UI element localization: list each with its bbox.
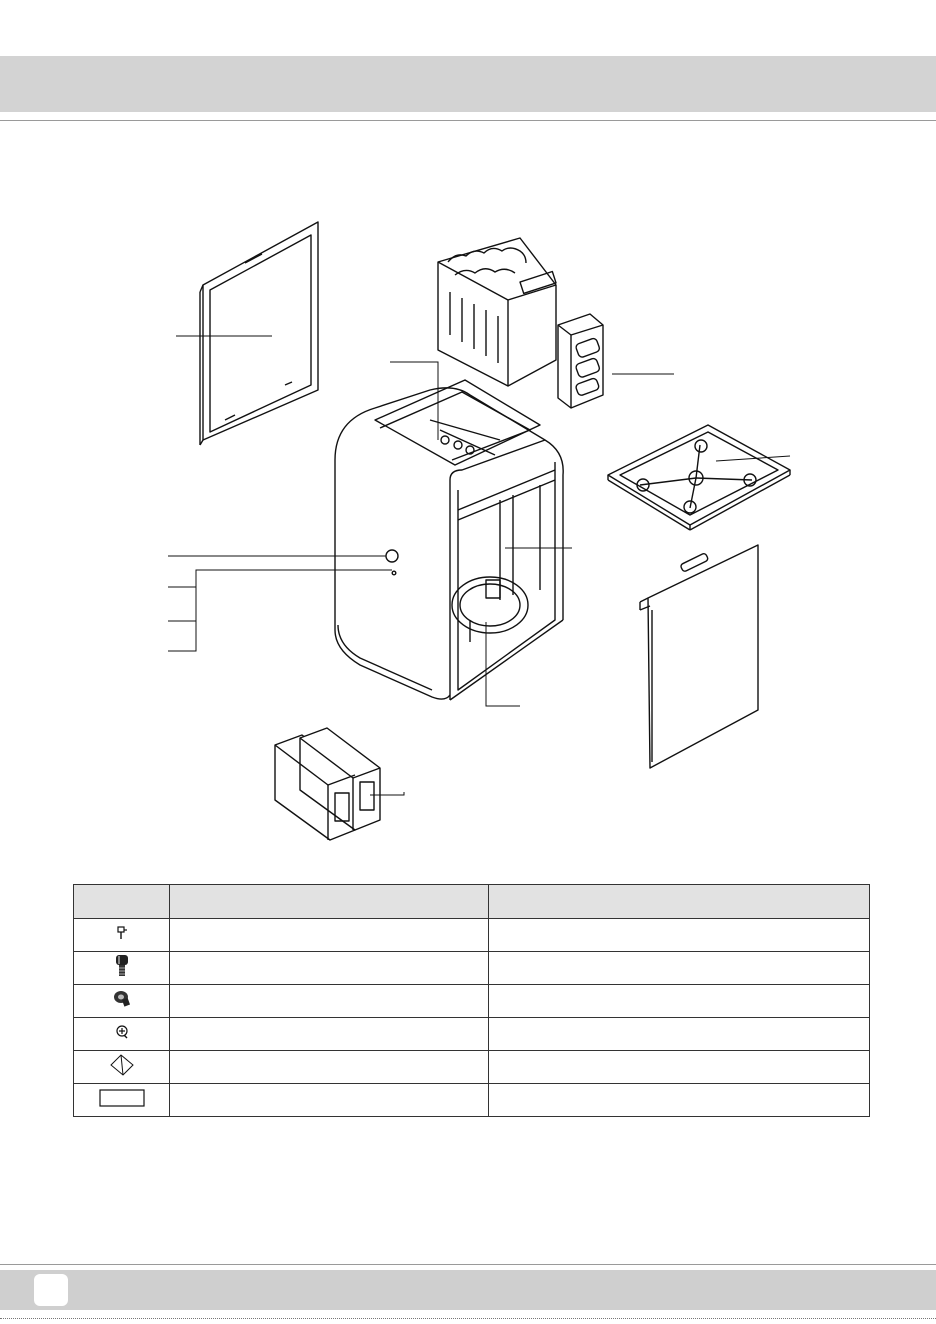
col-header-name xyxy=(170,885,489,919)
table-cell-qty xyxy=(489,1018,870,1051)
table-cell-name xyxy=(170,919,489,952)
bottom-plate xyxy=(608,425,790,530)
thumbscrew-large-icon xyxy=(114,954,130,978)
table-cell-icon xyxy=(74,1018,170,1051)
trim-edge xyxy=(0,1318,936,1319)
hdd-sleds xyxy=(275,728,380,840)
table-cell-icon xyxy=(74,985,170,1018)
table-cell-qty xyxy=(489,985,870,1018)
table-row xyxy=(74,919,870,952)
col-header-icon xyxy=(74,885,170,919)
hdd-tray xyxy=(558,314,603,408)
left-side-panel xyxy=(200,222,318,445)
table-cell-icon xyxy=(74,1084,170,1117)
right-side-panel xyxy=(640,545,758,768)
table-row xyxy=(74,1018,870,1051)
parts-table xyxy=(73,884,870,1117)
table-row xyxy=(74,985,870,1018)
table-cell-qty xyxy=(489,952,870,985)
table-cell-name xyxy=(170,985,489,1018)
table-cell-name xyxy=(170,1051,489,1084)
drive-cage xyxy=(438,238,556,386)
table-cell-icon xyxy=(74,919,170,952)
table-cell-icon xyxy=(74,952,170,985)
table-cell-qty xyxy=(489,1051,870,1084)
table-row xyxy=(74,952,870,985)
main-chassis xyxy=(335,380,563,700)
table-cell-name xyxy=(170,1018,489,1051)
col-header-qty xyxy=(489,885,870,919)
table-header-row xyxy=(74,885,870,919)
washer-screw-icon xyxy=(115,1025,129,1039)
screw-icon xyxy=(112,989,132,1009)
footer-band xyxy=(0,1270,936,1310)
table-cell-qty xyxy=(489,1084,870,1117)
thumbscrew-small-icon xyxy=(115,926,129,940)
table-cell-name xyxy=(170,1084,489,1117)
footer-rule xyxy=(0,1264,936,1265)
table-cell-icon xyxy=(74,1051,170,1084)
table-row xyxy=(74,1051,870,1084)
table-cell-qty xyxy=(489,919,870,952)
page-number-badge xyxy=(34,1274,68,1306)
folded-sheet-icon xyxy=(109,1053,135,1077)
table-row xyxy=(74,1084,870,1117)
rectangle-label-icon xyxy=(99,1089,145,1107)
table-cell-name xyxy=(170,952,489,985)
